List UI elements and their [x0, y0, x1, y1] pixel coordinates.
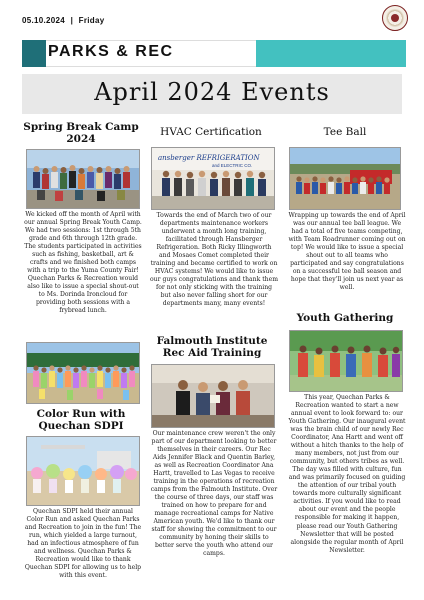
falmouth-photo [151, 364, 275, 428]
date-line [22, 16, 104, 25]
color-run-heading-line2: Quechan SDPI [38, 419, 124, 432]
spring-break-heading-line1: Spring Break Camp [23, 121, 139, 133]
tee-ball-heading: Tee Ball [323, 126, 367, 138]
tribal-seal-logo [382, 5, 408, 31]
date-separator: | [70, 16, 74, 25]
hvac-photo [151, 147, 275, 210]
youth-gathering-body: This year, Quechan Parks & Recreation wanted to start a new annual event to look forward to: our Youth Gathering. Our inaugural event was the brain child of our newly Rec Coordinator, Ana Hartt and went off without a hitch thanks to the help of many members, not just from our community, but others tribes as well. The day was filled with culture, fun and was primarily focused on guiding the attention of our tribal youth towards more culturally significant activities. If you would like to read about our event and the people responsible for making it happen, please read our Youth Gathering Newsletter that will be posted alongside the regular month of April Newsletter. [288, 394, 406, 554]
page-title: April 2024 Events [94, 78, 330, 106]
hvac-photo-sign-line2: and ELECTRIC CO. [212, 163, 253, 168]
banner-title: PARKS & REC [48, 43, 174, 60]
issue-day: Friday [78, 16, 105, 25]
tee-ball-body: Wrapping up towards the end of April was our annual tee ball league. We had a total of five teams competing, with Team Roadrunner coming out on top! We would like to issue a special shout out to all teams who participated and say congratulations on a successful tee ball season and hope that they'll join us next year as well. [288, 212, 406, 292]
hvac-body: Towards the end of March two of our departments maintenance workers underwent a month long training, facilitated through Hansberger Refrigeration. Both Ricky Illingworth and Mosaes Comet completed their training and became certified to work on HVAC systems! We would like to issue our guys congratulations and thank them for not only sticking with the training but also never falling short for our departments many, many events! [150, 212, 278, 308]
color-run-group-photo [26, 436, 140, 506]
tee-ball-photo [289, 147, 401, 210]
color-run-heading-line1: Color Run with [36, 408, 126, 420]
banner-accent-dark [22, 40, 46, 67]
color-run-heading [22, 409, 140, 432]
falmouth-heading-line1: Falmouth Institute [156, 335, 268, 347]
youth-gathering-photo [289, 330, 403, 392]
falmouth-body: Our maintenance crew weren't the only part of our department looking to better themselves in their careers. Our Rec Aids Jennifer Black and Quentin Barley, as well as Recreation Coordinator Ana Hartt, travelled to Las Vegas to receive training in the operations of recreation camps from the Falmouth Institute. Over the course of three days, our staff was trained on how to prepare for and manage recreational camps for Native American youth. We'd like to thank our staff for showing the commitment to our community by honing their skills to better serve the youth who attend our camps. [150, 430, 278, 558]
spring-break-photo [26, 149, 140, 209]
hvac-photo-sign-line1: ansberger REFRIGERATION [158, 154, 260, 162]
youth-gathering-heading: Youth Gathering [296, 312, 394, 324]
falmouth-heading-line2: Rec Aid Training [162, 346, 262, 359]
top-bar [0, 0, 424, 36]
spring-break-heading-line2: 2024 [66, 132, 96, 145]
falmouth-heading [148, 336, 276, 359]
banner-accent-teal [256, 40, 406, 67]
spring-break-body: We kicked off the month of April with our annual Spring Break Youth Camp. We had two sessions: 1st through 5th grade and 6th through 12th grade. The students participated in activities such as fishing, basketball, art & crafts and we finished both camps with a trip to the Yuma County Fair! Quechan Parks & Recreation would also like to issue a special shout-out to Ms. Dorinda Ironcloud for providing both sessions with a frybread lunch. [24, 211, 142, 315]
hvac-heading: HVAC Certification [160, 126, 262, 138]
issue-date: 05.10.2024 [22, 16, 66, 25]
color-run-photo [26, 342, 140, 404]
spring-break-heading [22, 122, 140, 145]
color-run-body: Quechan SDPI held their annual Color Run and asked Quechan Parks and Recreation to join in the fun! The run, which yielded a large turnout, had an infectious atmosphere of fun and wellness. Quechan Parks & Recreation would like to thank Quechan SDPI for allowing us to help with this event. [24, 508, 142, 580]
